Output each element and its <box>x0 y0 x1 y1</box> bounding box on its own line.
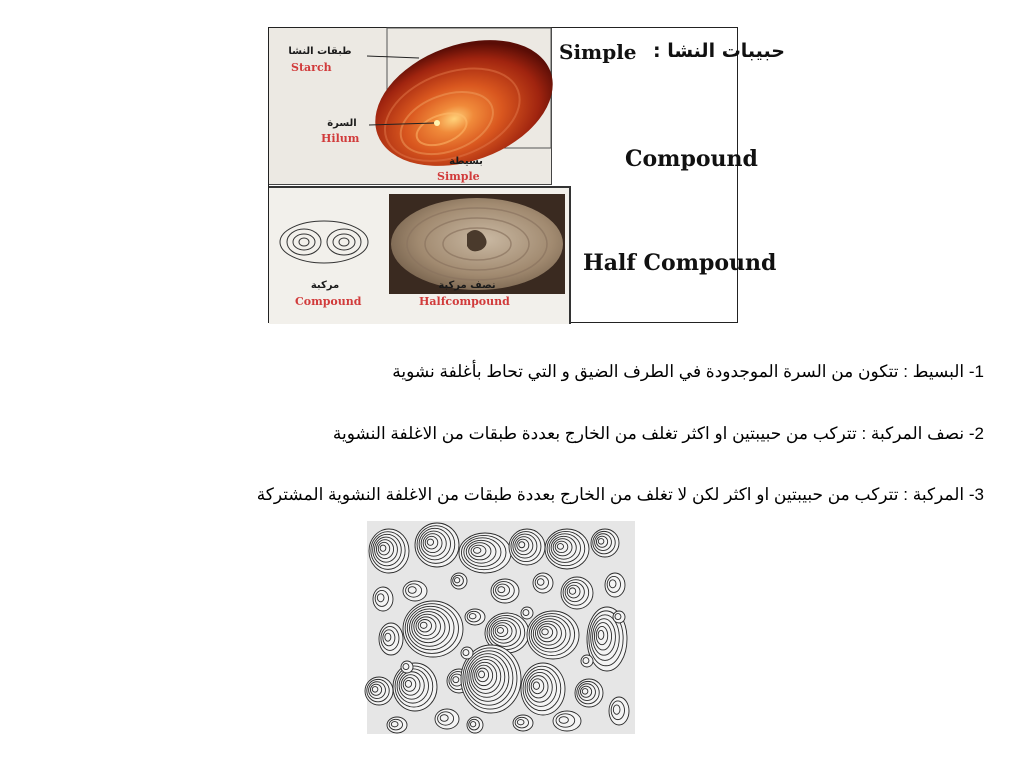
description-line-simple: 1- البسيط : تتكون من السرة الموجدودة في الطرف الضيق و التي تحاط بأغلفة نشوية <box>392 362 984 381</box>
starch-granule <box>435 709 459 729</box>
starch-granule <box>369 529 409 573</box>
starch-granule <box>591 529 619 557</box>
starch-granule <box>401 661 413 673</box>
starch-granule <box>415 523 459 567</box>
starch-granule <box>533 573 553 593</box>
compound-label-ar: مركبة <box>310 280 340 291</box>
simple-label-ar: بسيطة <box>449 156 483 167</box>
starch-granule <box>491 579 519 603</box>
starch-granule <box>545 529 589 569</box>
compound-label-en: Compound <box>295 295 362 308</box>
simple-label-en: Simple <box>437 170 480 183</box>
starch-granule <box>379 623 403 655</box>
starch-granules-title-ar: حبيبات النشا : <box>653 40 785 62</box>
starch-granule <box>553 711 581 731</box>
starch-granule <box>521 607 533 619</box>
starch-granule <box>581 655 593 667</box>
starch-granule <box>387 717 407 733</box>
simple-granule-panel <box>269 28 552 185</box>
compound-granule-panel <box>269 186 571 324</box>
compound-side-label: Compound <box>625 146 758 172</box>
starch-granule <box>605 573 625 597</box>
starch-granule <box>403 601 463 657</box>
starch-granule <box>609 697 629 725</box>
hilum-label-ar: السرة <box>327 118 357 129</box>
starch-granule <box>521 663 565 715</box>
starch-granule <box>467 717 483 733</box>
starch-granules-drawing <box>367 521 635 734</box>
starch-granules-figure <box>268 27 785 323</box>
starch-granule <box>459 533 511 573</box>
simple-side-label: Simple <box>559 40 637 64</box>
starch-granule <box>613 611 625 623</box>
starch-granule <box>451 573 467 589</box>
starch-granule <box>373 587 393 611</box>
halfcompound-label-ar: نصف مركبة <box>438 280 496 291</box>
halfcompound-label-en: Halfcompound <box>419 295 510 308</box>
starch-granule <box>465 609 485 625</box>
granules-illustration <box>367 521 635 734</box>
starch-layers-label-ar: طبقات النشا <box>288 46 352 57</box>
starch-granule <box>403 581 427 601</box>
starch-granule <box>561 577 593 609</box>
starch-granule <box>575 679 603 707</box>
description-line-half-compound: 2- نصف المركبة : تتركب من حبيبتين او اكثر تغلف من الخارج بعددة طبقات من الاغلفة النشوية <box>332 424 984 443</box>
starch-granule <box>513 715 533 731</box>
starch-granule <box>527 611 579 659</box>
starch-granule <box>461 647 473 659</box>
starch-layers-label-en: Starch <box>291 61 332 74</box>
starch-granule <box>365 677 393 705</box>
hilum-label-en: Hilum <box>321 132 360 145</box>
half-compound-side-label: Half Compound <box>583 250 777 276</box>
starch-granule <box>509 529 545 565</box>
description-line-compound: 3- المركبة : تتركب من حبيبتين او اكثر لكن لا تغلف من الخارج بعددة طبقات من الاغلفة النشوية المشتركة <box>256 485 984 504</box>
starch-granule <box>393 663 437 711</box>
